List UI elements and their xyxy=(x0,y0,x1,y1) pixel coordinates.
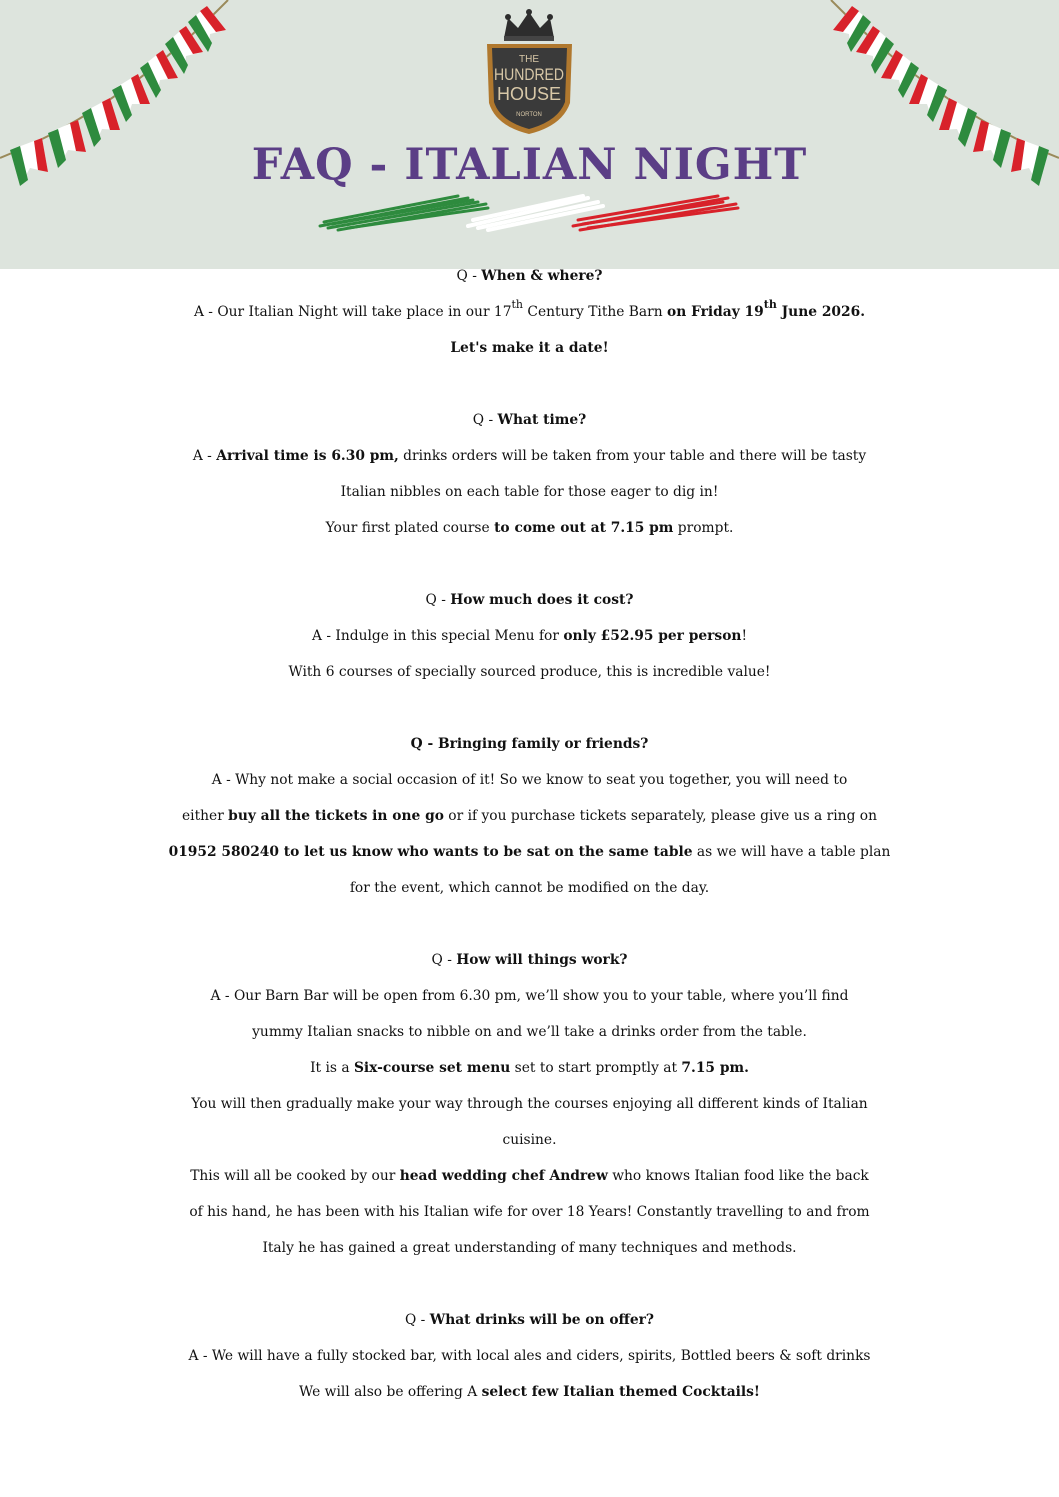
faq-question-how-work: Q - How will things work? xyxy=(431,952,628,968)
faq-answer-line: of his hand, he has been with his Italian wife for over 18 Years! Constantly travelling to and from xyxy=(189,1204,870,1220)
faq-answer-line: A - Indulge in this special Menu for only £52.95 per person! xyxy=(312,628,747,644)
faq-answer-line: A - Our Barn Bar will be open from 6.30 pm, we’ll show you to your table, where you’ll find xyxy=(210,988,849,1004)
flag-right-4 xyxy=(909,74,947,122)
hundred-house-logo xyxy=(482,8,577,138)
faq-answer-line: This will all be cooked by our head wedding chef Andrew who knows Italian food like the back xyxy=(190,1168,869,1184)
faq-answer-line: Let's make it a date! xyxy=(450,340,609,356)
faq-question-family-friends: Q - Bringing family or friends? xyxy=(410,736,649,752)
faq-answer-line: Italian nibbles on each table for those eager to dig in! xyxy=(340,484,719,500)
faq-question-when-where: Q - When & where? xyxy=(456,268,603,284)
faq-answer-line: It is a Six-course set menu set to start promptly at 7.15 pm. xyxy=(310,1060,749,1076)
faq-answer-line: Your first plated course to come out at 7.15 pm prompt. xyxy=(325,520,734,536)
faq-answer-line: We will also be offering A select few Italian themed Cocktails! xyxy=(299,1384,760,1400)
faq-answer-line: With 6 courses of specially sourced produce, this is incredible value! xyxy=(288,664,771,680)
flag-left-5 xyxy=(140,50,178,98)
faq-question-drinks: Q - What drinks will be on offer? xyxy=(404,1312,655,1328)
svg-text:NORTON: NORTON xyxy=(516,112,542,118)
faq-answer-line: A - Why not make a social occasion of it! So we know to seat you together, you will need to xyxy=(211,772,848,788)
faq-answer-line: A - We will have a fully stocked bar, with local ales and ciders, spirits, Bottled beers & soft drinks xyxy=(188,1348,871,1364)
flag-right-5 xyxy=(881,50,919,98)
faq-content xyxy=(0,258,1059,1410)
faq-answer-line: 01952 580240 to let us know who wants to be sat on the same table as we will have a table plan xyxy=(168,844,891,860)
svg-text:HUNDRED: HUNDRED xyxy=(494,65,564,84)
flag-left-4 xyxy=(112,74,150,122)
faq-answer-line: Italy he has gained a great understanding of many techniques and methods. xyxy=(262,1240,797,1256)
crown-icon xyxy=(504,9,554,41)
faq-answer-line: cuisine. xyxy=(502,1132,557,1148)
faq-answer-line: for the event, which cannot be modified on the day. xyxy=(349,880,710,896)
page-title: FAQ - ITALIAN NIGHT xyxy=(251,140,808,190)
faq-answer-line: yummy Italian snacks to nibble on and we’ll take a drinks order from the table. xyxy=(252,1024,807,1040)
svg-text:THE: THE xyxy=(519,54,539,65)
faq-question-cost: Q - How much does it cost? xyxy=(425,592,634,608)
svg-text:HOUSE: HOUSE xyxy=(497,84,561,104)
header-banner xyxy=(0,0,1059,269)
italian-flag-brushstroke xyxy=(318,190,742,234)
faq-answer-line: You will then gradually make your way through the courses enjoying all different kinds of Italian xyxy=(191,1096,868,1112)
faq-answer-line: either buy all the tickets in one go or if you purchase tickets separately, please give us a ring on xyxy=(182,808,877,824)
faq-question-what-time: Q - What time? xyxy=(472,412,587,428)
faq-answer-line: A - Our Italian Night will take place in our 17th Century Tithe Barn on Friday 19th June 2026. xyxy=(193,298,866,320)
faq-answer-line: A - Arrival time is 6.30 pm, drinks orders will be taken from your table and there will be tasty xyxy=(192,448,867,464)
